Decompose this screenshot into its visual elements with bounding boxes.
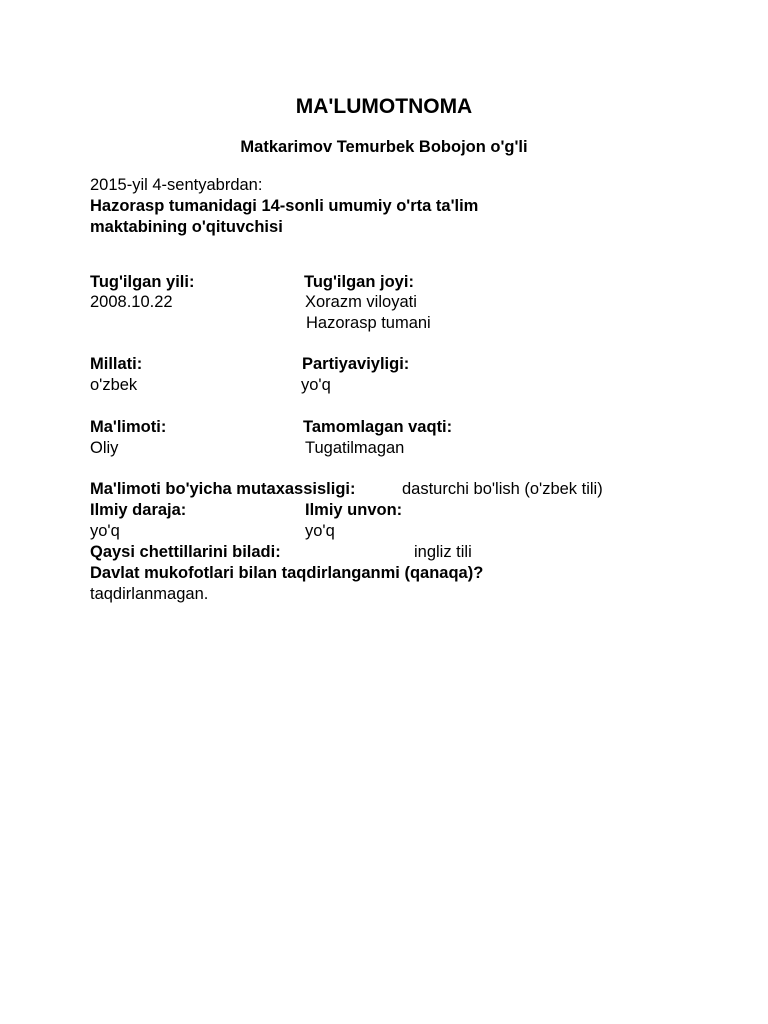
awards-label: Davlat mukofotlari bilan taqdirlanganmi (qanaqa)? <box>90 564 484 582</box>
birth-year-label: Tug'ilgan yili: <box>90 273 195 291</box>
since-date: 2015-yil 4-sentyabrdan: <box>90 176 263 194</box>
party-label: Partiyaviyligi: <box>302 355 410 373</box>
rank-label: Ilmiy unvon: <box>305 501 403 519</box>
education-value: Oliy <box>90 439 119 457</box>
rank-value: yo'q <box>305 522 335 540</box>
languages-label: Qaysi chettillarini biladi: <box>90 543 281 561</box>
languages-value: ingliz tili <box>414 543 472 561</box>
awards-value: taqdirlanmagan. <box>90 585 209 603</box>
document-title: MA'LUMOTNOMA <box>295 95 473 118</box>
full-name: Matkarimov Temurbek Bobojon o'g'li <box>240 138 528 156</box>
birth-place-line-1: Xorazm viloyati <box>305 293 417 311</box>
birth-place-label: Tug'ilgan joyi: <box>304 273 414 291</box>
birth-year-value: 2008.10.22 <box>90 293 173 311</box>
position-line-1: Hazorasp tumanidagi 14-sonli umumiy o'rta ta'lim <box>90 197 479 215</box>
birth-place-line-2: Hazorasp tumani <box>306 314 431 332</box>
education-label: Ma'limoti: <box>90 418 167 436</box>
specialty-value: dasturchi bo'lish (o'zbek tili) <box>402 480 603 498</box>
graduated-label: Tamomlagan vaqti: <box>303 418 453 436</box>
graduated-value: Tugatilmagan <box>305 439 405 457</box>
party-value: yo'q <box>301 376 331 394</box>
degree-value: yo'q <box>90 522 120 540</box>
position-line-2: maktabining o'qituvchisi <box>90 218 283 236</box>
degree-label: Ilmiy daraja: <box>90 501 187 519</box>
nationality-value: o'zbek <box>90 376 138 394</box>
nationality-label: Millati: <box>90 355 143 373</box>
specialty-label: Ma'limoti bo'yicha mutaxassisligi: <box>90 480 356 498</box>
